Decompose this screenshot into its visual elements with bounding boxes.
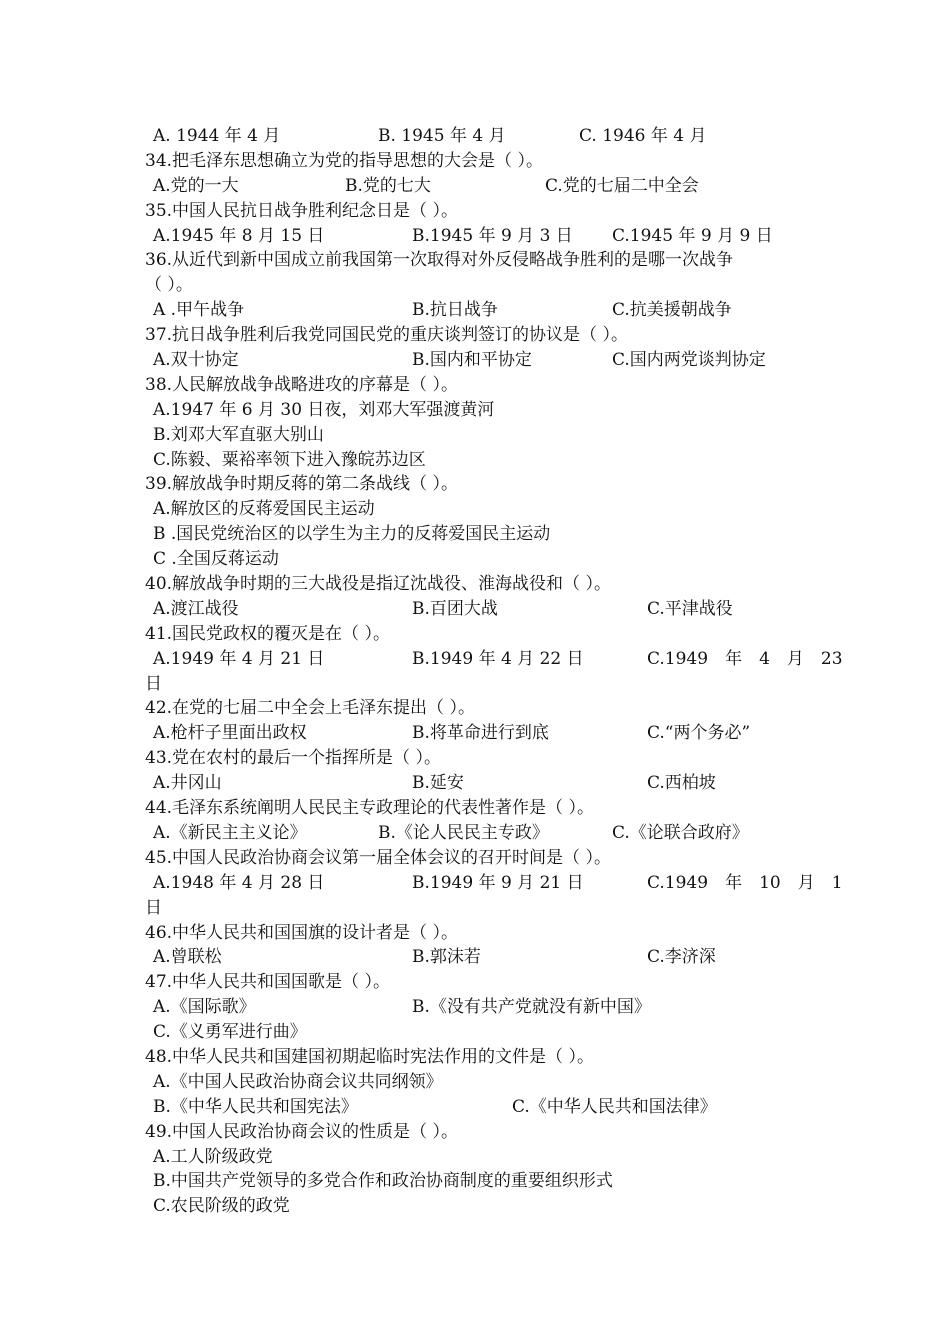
answer-option: A.党的一大 [153,175,239,196]
answer-option: C.陈毅、粟裕率领下进入豫皖苏边区 [153,449,426,470]
options-line [145,1095,810,1120]
options-line [145,224,810,249]
options-line [145,871,843,896]
options-line [145,124,810,149]
answer-option: B.《中华人民共和国宪法》 [153,1096,358,1117]
options-line [145,821,810,846]
answer-option: A.1945 年 8 月 15 日 [153,225,325,246]
answer-option: C.1949 年 10 月 1 [647,872,843,893]
answer-option: A.曾联松 [153,947,222,968]
answer-option: A .甲午战争 [153,300,245,321]
options-line [145,1169,810,1194]
question-line: 40.解放战争时期的三大战役是指辽沈战役、淮海战役和（ ）。 [145,574,611,595]
answer-option: B.将革命进行到底 [412,723,549,744]
answer-option: A. 1944 年 4 月 [153,126,281,146]
options-line [145,647,843,672]
options-line [145,547,810,572]
answer-option: A.《中国人民政治协商会议共同纲领》 [153,1071,443,1092]
question-line: 日 [145,673,162,694]
options-line [145,1145,810,1170]
options-line [145,1194,810,1219]
answer-option: C.抗美援朝战争 [612,300,732,321]
answer-option: B.1949 年 9 月 21 日 [412,872,584,893]
question-line: （ ）。 [145,275,193,296]
answer-option: C. 1946 年 4 月 [579,126,707,146]
options-line [145,398,810,423]
options-line [145,522,810,547]
options-line [145,174,810,199]
answer-option: B. 1945 年 4 月 [378,126,506,146]
answer-option: A.解放区的反蒋爱国民主运动 [153,499,375,520]
answer-option: C.李济深 [647,947,716,968]
options-line [145,423,810,448]
question-line: 36.从近代到新中国成立前我国第一次取得对外反侵略战争胜利的是哪一次战争 [145,250,734,271]
answer-option: C.农民阶级的政党 [153,1196,290,1217]
question-line: 45.中国人民政治协商会议第一届全体会议的召开时间是（ ）。 [145,847,611,868]
question-line: 34.把毛泽东思想确立为党的指导思想的大会是（ ）。 [145,150,543,171]
answer-option: A.1948 年 4 月 28 日 [153,872,325,893]
answer-option: A.井冈山 [153,773,222,794]
question-line: 38.人民解放战争战略进攻的序幕是（ ）。 [145,374,458,395]
answer-option: A.《国际歌》 [153,997,256,1018]
answer-option: B.《没有共产党就没有新中国》 [412,997,651,1018]
answer-option: A.1949 年 4 月 21 日 [153,648,325,669]
options-line [145,1020,810,1045]
question-line: 43.党在农村的最后一个指挥所是（ ）。 [145,748,441,769]
answer-option: C.《义勇军进行曲》 [153,1022,307,1043]
question-line: 39.解放战争时期反蒋的第二条战线（ ）。 [145,474,458,495]
question-line: 42.在党的七届二中全会上毛泽东提出（ ）。 [145,698,475,719]
answer-option: C.1945 年 9 月 9 日 [612,225,773,246]
answer-option: B.党的七大 [345,175,431,196]
options-line [145,771,810,796]
answer-option: B.中国共产党领导的多党合作和政治协商制度的重要组织形式 [153,1171,613,1192]
options-line [145,995,810,1020]
options-line [145,348,810,373]
question-line: 46.中华人民共和国国旗的设计者是（ ）。 [145,922,458,943]
answer-option: C.1949 年 4 月 23 [647,648,843,669]
answer-option: A.《新民主主义论》 [153,822,307,843]
options-line [145,497,810,522]
answer-option: A.工人阶级政党 [153,1146,273,1167]
answer-option: C.《中华人民共和国法律》 [512,1096,717,1117]
answer-option: A.枪杆子里面出政权 [153,723,307,744]
question-line: 37.抗日战争胜利后我党同国民党的重庆谈判签订的协议是（ ）。 [145,325,628,346]
answer-option: C.国内两党谈判协定 [612,350,766,371]
answer-option: C.“两个务必” [647,723,751,744]
answer-option: A.渡江战役 [153,598,239,619]
question-line: 35.中国人民抗日战争胜利纪念日是（ ）。 [145,200,458,221]
question-list [145,124,843,1219]
question-line: 44.毛泽东系统阐明人民民主专政理论的代表性著作是（ ）。 [145,798,594,819]
answer-option: A.双十协定 [153,350,239,371]
question-line: 47.中华人民共和国国歌是（ ）。 [145,972,390,993]
answer-option: C.平津战役 [647,598,733,619]
question-line: 48.中华人民共和国建国初期起临时宪法作用的文件是（ ）。 [145,1046,594,1067]
options-line [145,298,810,323]
answer-option: B.1949 年 4 月 22 日 [412,648,584,669]
answer-option: B.1945 年 9 月 3 日 [412,225,573,246]
answer-option: C.《论联合政府》 [612,822,749,843]
options-line [145,597,810,622]
answer-option: B.刘邓大军直驱大别山 [153,424,324,445]
answer-option: C.党的七届二中全会 [545,175,699,196]
answer-option: C .全国反蒋运动 [153,549,279,570]
answer-option: B.《论人民民主专政》 [378,822,549,843]
question-line: 41.国民党政权的覆灭是在（ ）。 [145,623,390,644]
answer-option: B.郭沫若 [412,947,481,968]
answer-option: B .国民党统治区的以学生为主力的反蒋爱国民主运动 [153,524,551,545]
question-line: 日 [145,897,162,918]
options-line [145,448,810,473]
answer-option: A.1947 年 6 月 30 日夜，刘邓大军强渡黄河 [153,399,495,420]
question-line: 49.中国人民政治协商会议的性质是（ ）。 [145,1121,458,1142]
options-line [145,721,810,746]
options-line [145,945,810,970]
options-line [145,1070,810,1095]
answer-option: B.国内和平协定 [412,350,532,371]
answer-option: B.延安 [412,773,464,794]
answer-option: B.抗日战争 [412,300,498,321]
answer-option: B.百团大战 [412,598,498,619]
answer-option: C.西柏坡 [647,773,716,794]
